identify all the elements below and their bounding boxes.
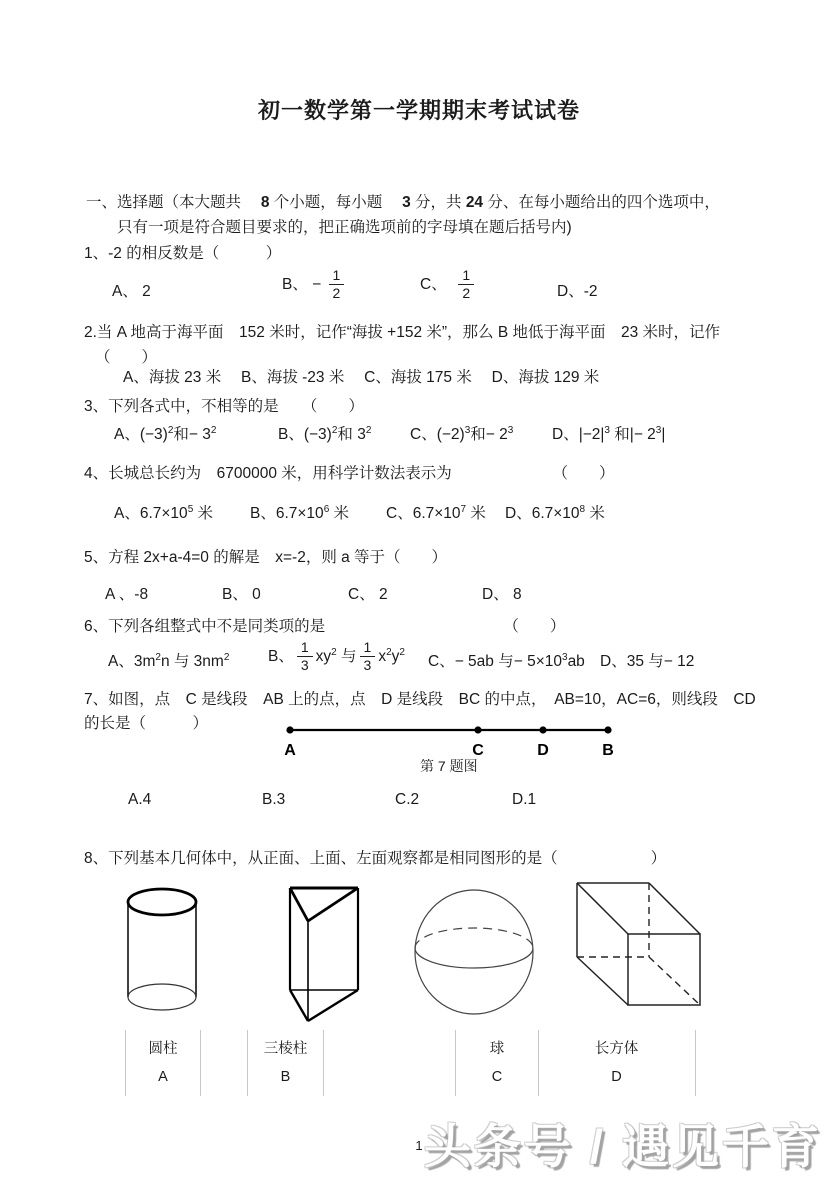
point-d-dot <box>539 726 546 733</box>
question-4-option-c: C、$6.7\times 10^7$ 米 <box>386 503 486 522</box>
question-6-option-b: B、 $\frac{1}{3}$ $xy^2$ 与 $\frac{1}{3}$ $x^2y^2$ <box>268 639 405 674</box>
point-b-label: B <box>602 742 614 759</box>
section1-heading-line1: 一、选择题（本大题共 8 个小题，每小题 3 分，共 24 分、在每小题给出的四个选项中， <box>86 194 720 211</box>
point-d-label: D <box>537 742 549 759</box>
figure-label-cell-sphere <box>455 1030 539 1096</box>
question-3-option-d: D、$|-2|^3$ 和|− $2^3|$ <box>552 424 666 443</box>
question-1-stem: 1、-2 的相反数是（ ） <box>84 245 282 262</box>
cylinder-figure <box>122 886 202 1018</box>
question-7-stem-line2: 的长是（ ） <box>84 715 209 732</box>
question-7-option-a: A.4 <box>128 791 152 808</box>
question-7-option-c: C.2 <box>395 791 420 808</box>
page-number: 1 <box>415 1138 423 1153</box>
question-6-option-c: C、− 5ab 与− $5\times 10^3ab$ <box>428 651 585 670</box>
question-2-options: A、海拔 23 米 B、海拔 -23 米 C、海拔 175 米 D、海拔 129 米 <box>123 369 600 386</box>
point-a-dot <box>286 726 293 733</box>
figure-letter-c: C <box>491 1069 503 1085</box>
cuboid-figure <box>572 878 706 1012</box>
question-1-option-c: C、 $\frac{1}{2}$ <box>420 268 477 302</box>
point-c-label: C <box>472 742 484 759</box>
question-3-stem: 3、下列各式中，不相等的是 （ ） <box>84 398 364 415</box>
section1-heading-line2: 只有一项是符合题目要求的，把正确选项前的字母填在题后括号内) <box>117 219 572 236</box>
question-4-option-a: A、$6.7\times 10^5$ 米 <box>114 503 214 522</box>
figure-name-prism: 三棱柱 <box>263 1041 308 1057</box>
question-6-stem: 6、下列各组整式中不是同类项的是 （ ） <box>84 618 566 635</box>
question-4-option-d: D、$6.7\times 10^8$ 米 <box>505 503 605 522</box>
watermark: 头条号 / 遇见千育 <box>423 1120 822 1173</box>
question-3-option-c: C、$(-2)^3$和− $2^3$ <box>410 424 514 443</box>
question-1-option-a: A、 2 <box>112 283 151 300</box>
figure-name-cuboid: 长方体 <box>594 1041 639 1057</box>
question-4-stem: 4、长城总长约为 6700000 米，用科学计数法表示为 （ ） <box>84 465 615 482</box>
page-title: 初一数学第一学期期末考试试卷 <box>257 98 580 123</box>
figure-letter-b: B <box>280 1069 291 1085</box>
point-a-label: A <box>284 742 296 759</box>
question-3-option-a: A、$(-3)^2$和− $3^2$ <box>114 424 217 443</box>
question-5-option-a: A 、-8 <box>105 586 149 603</box>
question-2-stem-line1: 2.当 A 地高于海平面 152 米时，记作“海拔 +152 米”，那么 B 地低于海平面 23 米时，记作 <box>84 324 721 341</box>
figure-letter-d: D <box>611 1069 622 1085</box>
figure-label-cell-cuboid <box>538 1030 696 1096</box>
figure-letter-a: A <box>158 1069 168 1085</box>
question-4-option-b: B、$6.7\times 10^6$ 米 <box>250 503 350 522</box>
sphere-figure <box>413 888 537 1018</box>
point-c-dot <box>474 726 481 733</box>
question-7-stem-line1: 7、如图，点 C 是线段 AB 上的点，点 D 是线段 BC 的中点， AB=10，AC=6，则线段 CD <box>84 691 756 708</box>
question-6-option-a: A、$3m^2n$ 与 $3nm^2$ <box>108 651 230 670</box>
question-7-option-b: B.3 <box>262 791 286 808</box>
question-5-option-d: D、 8 <box>482 586 522 603</box>
question-2-stem-line2: （ ） <box>95 349 158 366</box>
question-5-stem: 5、方程 2x+a-4=0 的解是 x=-2，则 a 等于（ ） <box>84 549 448 566</box>
figure-name-cylinder: 圆柱 <box>148 1041 178 1057</box>
figure-label-cell-prism <box>247 1030 324 1096</box>
figure-label-cell-cylinder <box>125 1030 201 1096</box>
triangular-prism-figure <box>285 884 363 1026</box>
question-6-option-d: D、35 与− 12 <box>600 653 695 670</box>
question-1-option-d: D、-2 <box>557 283 598 300</box>
question-3-option-b: B、$(-3)^2$和 $3^2$ <box>278 424 372 443</box>
question-5-option-c: C、 2 <box>348 586 388 603</box>
point-b-dot <box>604 726 611 733</box>
figure-name-sphere: 球 <box>489 1041 505 1057</box>
question-7-option-d: D.1 <box>512 791 537 808</box>
question-8-stem: 8、下列基本几何体中，从正面、上面、左面观察都是相同图形的是（ ） <box>84 850 667 867</box>
question-1-option-b: B、 − $\frac{1}{2}$ <box>282 268 347 302</box>
question-7-figure-caption: 第 7 题图 <box>420 758 478 774</box>
question-5-option-b: B、 0 <box>222 586 261 603</box>
